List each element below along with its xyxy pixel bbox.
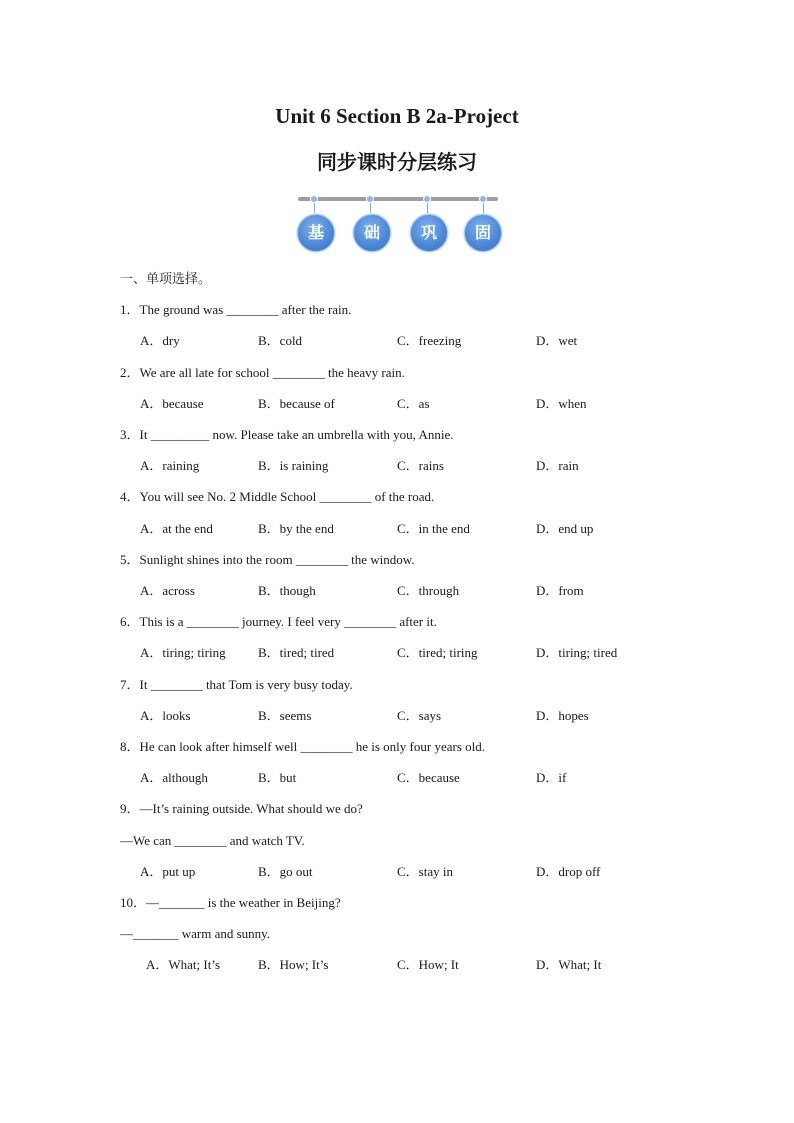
option-b: B．by the end — [258, 521, 334, 536]
option-b: B．How; It’s — [258, 957, 329, 972]
option-c: C．tired; tiring — [397, 645, 478, 660]
page-subtitle: 同步课时分层练习 — [317, 150, 477, 174]
option-a: A．put up — [140, 864, 196, 879]
option-a: A．raining — [140, 458, 200, 473]
option-b: B．though — [258, 583, 316, 598]
question-stem: 8．He can look after himself well ________ he is only four years old. — [120, 739, 485, 754]
option-d: D．hopes — [536, 708, 589, 723]
banner-dot — [310, 195, 318, 203]
question-stem-response: —_______ warm and sunny. — [120, 926, 271, 941]
option-b: B．go out — [258, 864, 313, 879]
option-b: B．tired; tired — [258, 645, 335, 660]
option-a: A．What; It’s — [146, 957, 221, 972]
section-banner — [296, 192, 500, 252]
question-stem: 7．It ________ that Tom is very busy today. — [120, 677, 353, 692]
banner-rule — [298, 197, 498, 201]
option-a: A．because — [140, 396, 204, 411]
option-d: D．when — [536, 396, 587, 411]
option-c: C．says — [397, 708, 442, 723]
option-d: D．if — [536, 770, 567, 785]
question-stem: 4．You will see No. 2 Middle School ________ of the road. — [120, 489, 435, 504]
option-b: B．seems — [258, 708, 312, 723]
badge-chu: 础 — [353, 214, 391, 252]
option-a: A．at the end — [140, 521, 213, 536]
question-stem: 2．We are all late for school ________ the heavy rain. — [120, 365, 405, 380]
question-stem: 6．This is a ________ journey. I feel very ________ after it. — [120, 614, 437, 629]
option-c: C．as — [397, 396, 430, 411]
option-d: D．rain — [536, 458, 579, 473]
option-d: D．What; It — [536, 957, 602, 972]
option-b: B．is raining — [258, 458, 329, 473]
banner-dot — [366, 195, 374, 203]
option-c: C．in the end — [397, 521, 470, 536]
option-c: C．rains — [397, 458, 444, 473]
option-d: D．wet — [536, 333, 578, 348]
question-stem-response: —We can ________ and watch TV. — [120, 833, 305, 848]
badge-ji: 基 — [297, 214, 335, 252]
option-d: D．drop off — [536, 864, 601, 879]
option-a: A．looks — [140, 708, 191, 723]
option-c: C．through — [397, 583, 460, 598]
option-c: C．How; It — [397, 957, 459, 972]
option-c: C．because — [397, 770, 460, 785]
question-stem: 10．—_______ is the weather in Beijing? — [120, 895, 341, 910]
option-b: B．because of — [258, 396, 335, 411]
question-stem: 1．The ground was ________ after the rain. — [120, 302, 352, 317]
option-b: B．but — [258, 770, 297, 785]
section-heading: 一、单项选择。 — [120, 272, 212, 287]
option-b: B．cold — [258, 333, 303, 348]
option-c: C．stay in — [397, 864, 453, 879]
option-a: A．across — [140, 583, 195, 598]
option-c: C．freezing — [397, 333, 462, 348]
banner-dot — [423, 195, 431, 203]
question-stem: 9．—It’s raining outside. What should we do? — [120, 801, 363, 816]
option-a: A．although — [140, 770, 208, 785]
option-a: A．dry — [140, 333, 180, 348]
option-d: D．from — [536, 583, 584, 598]
option-d: D．end up — [536, 521, 594, 536]
badge-gong: 巩 — [410, 214, 448, 252]
banner-dot — [479, 195, 487, 203]
question-stem: 5．Sunlight shines into the room ________ the window. — [120, 552, 415, 567]
question-stem: 3．It _________ now. Please take an umbrella with you, Annie. — [120, 427, 454, 442]
option-a: A．tiring; tiring — [140, 645, 226, 660]
badge-gu: 固 — [464, 214, 502, 252]
page-title: Unit 6 Section B 2a-Project — [275, 104, 519, 128]
option-d: D．tiring; tired — [536, 645, 618, 660]
